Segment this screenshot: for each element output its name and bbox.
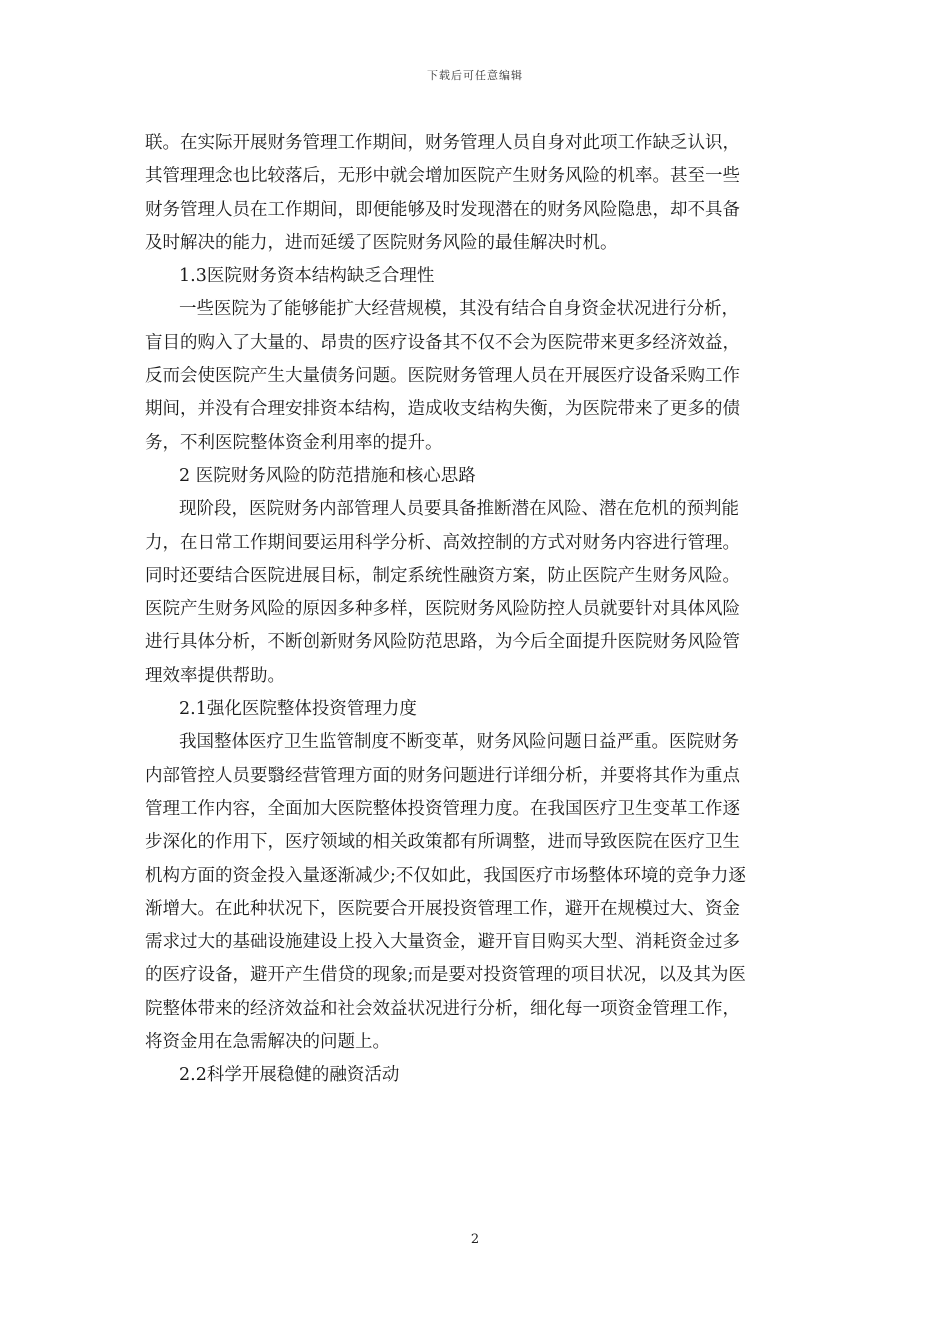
body-line: 反而会使医院产生大量债务问题。医院财务管理人员在开展医疗设备采购工作 xyxy=(145,366,740,387)
section-heading: 2 医院财务风险的防范措施和核心思路 xyxy=(179,465,476,486)
section-heading: 2.1强化医院整体投资管理力度 xyxy=(179,699,417,720)
body-line: 机构方面的资金投入量逐渐减少;不仅如此，我国医疗市场整体环境的竞争力逐 xyxy=(145,865,746,886)
body-line: 联。在实际开展财务管理工作期间，财务管理人员自身对此项工作缺乏认识， xyxy=(145,133,740,153)
body-line: 渐增大。在此种状况下，医院要合开展投资管理工作，避开在规模过大、资金 xyxy=(145,898,740,919)
page-number: 2 xyxy=(470,1232,480,1247)
body-line: 期间，并没有合理安排资本结构，造成收支结构失衡，为医院带来了更多的债 xyxy=(145,399,740,420)
body-line: 内部管控人员要翳经营管理方面的财务问题进行详细分析，并要将其作为重点 xyxy=(145,765,740,786)
body-line: 及时解决的能力，进而延缓了医院财务风险的最佳解决时机。 xyxy=(145,232,618,253)
body-line: 我国整体医疗卫生监管制度不断变革，财务风险问题日益严重。医院财务 xyxy=(179,732,739,753)
body-line: 财务管理人员在工作期间，即便能够及时发现潜在的财务风险隐患，却不具备 xyxy=(145,199,740,220)
body-line: 院整体带来的经济效益和社会效益状况进行分析，细化每一项资金管理工作， xyxy=(145,998,740,1019)
body-line: 力，在日常工作期间要运用科学分析、高效控制的方式对财务内容进行管理。 xyxy=(145,532,740,553)
section-heading: 1.3医院财务资本结构缺乏合理性 xyxy=(179,266,435,287)
body-line: 务，不利医院整体资金利用率的提升。 xyxy=(145,432,443,453)
body-line: 一些医院为了能够能扩大经营规模，其没有结合自身资金状况进行分析， xyxy=(179,299,739,320)
body-line: 需求过大的基础设施建设上投入大量资金，避开盲目购买大型、消耗资金过多 xyxy=(145,932,740,953)
body-line: 步深化的作用下，医疗领域的相关政策都有所调整，进而导致医院在医疗卫生 xyxy=(145,832,740,853)
body-line: 医院产生财务风险的原因多种多样，医院财务风险防控人员就要针对具体风险 xyxy=(145,599,740,620)
page-header: 下载后可任意编辑 xyxy=(427,69,523,82)
body-line: 同时还要结合医院进展目标，制定系统性融资方案，防止医院产生财务风险。 xyxy=(145,565,740,586)
section-heading: 2.2科学开展稳健的融资活动 xyxy=(179,1065,400,1086)
body-line: 现阶段，医院财务内部管理人员要具备推断潜在风险、潜在危机的预判能 xyxy=(179,499,739,520)
body-line: 其管理理念也比较落后，无形中就会增加医院产生财务风险的机率。甚至一些 xyxy=(145,166,740,187)
body-line: 管理工作内容，全面加大医院整体投资管理力度。在我国医疗卫生变革工作逐 xyxy=(145,798,740,819)
body-line: 的医疗设备，避开产生借贷的现象;而是要对投资管理的项目状况，以及其为医 xyxy=(145,965,746,986)
body-line: 理效率提供帮助。 xyxy=(145,665,285,686)
body-line: 进行具体分析，不断创新财务风险防范思路，为今后全面提升医院财务风险管 xyxy=(145,632,740,653)
document-body xyxy=(145,127,807,1093)
body-line: 盲目的购入了大量的、昂贵的医疗设备其不仅不会为医院带来更多经济效益， xyxy=(145,332,740,353)
body-line: 将资金用在急需解决的问题上。 xyxy=(145,1032,390,1053)
